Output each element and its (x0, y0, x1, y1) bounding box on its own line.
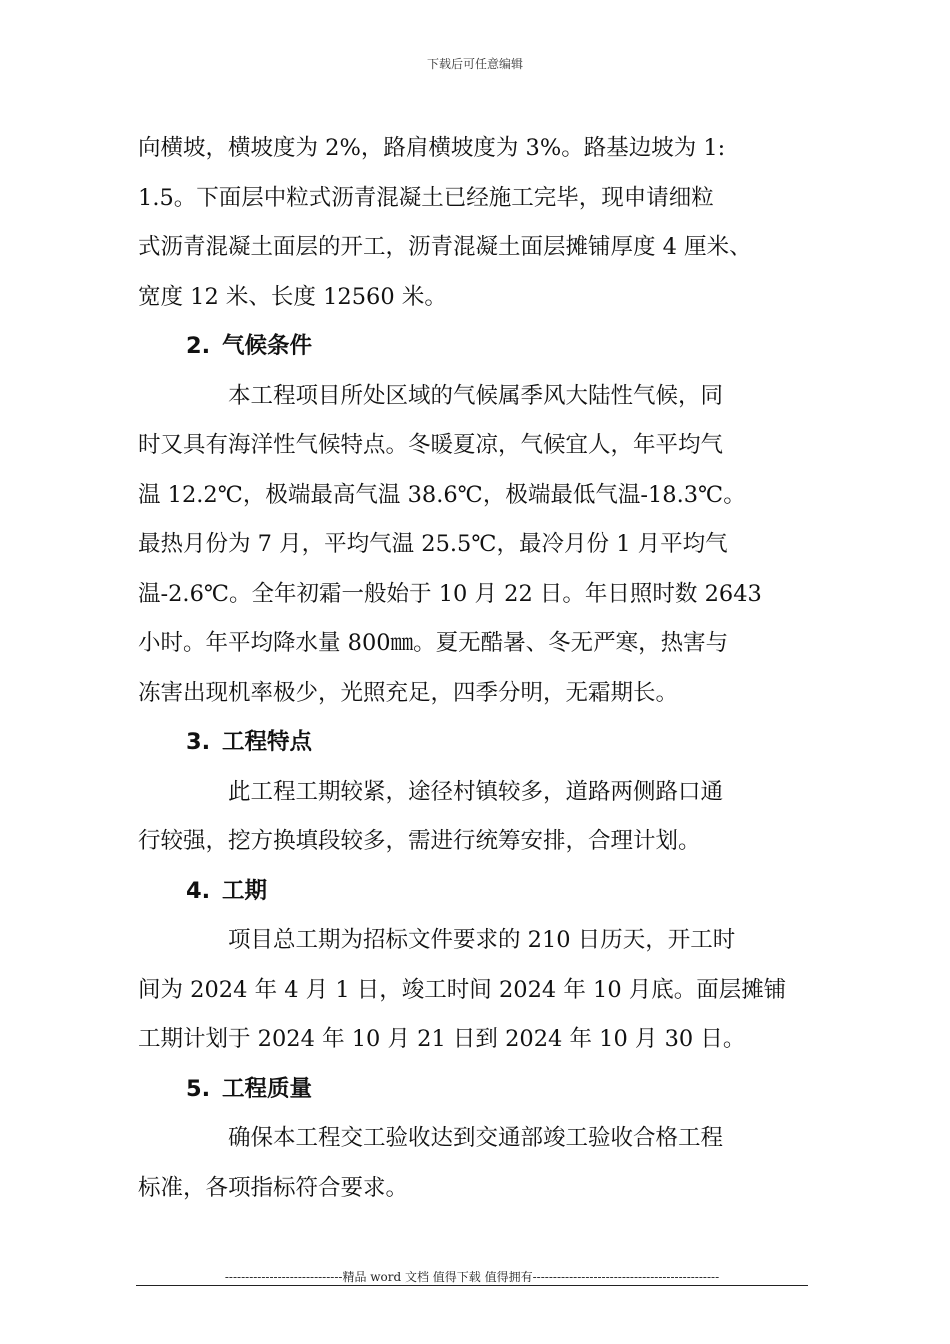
section-title: 工期 (222, 877, 268, 904)
paragraph-line: 冻害出现机率极少，光照充足，四季分明，无霜期长。 (138, 679, 679, 706)
page-header: 下载后可任意编辑 (426, 57, 523, 71)
paragraph-line: 标准，各项指标符合要求。 (138, 1174, 409, 1201)
paragraph-line: 温 12.2℃，极端最高气温 38.6℃，极端最低气温-18.3℃。 (138, 481, 746, 508)
paragraph-line: 小时。年平均降水量 800㎜。夏无酷暑、冬无严寒，热害与 (138, 630, 729, 656)
section-title: 气候条件 (222, 333, 313, 359)
section-number: 2. (186, 333, 211, 359)
paragraph-line: 间为 2024 年 4 月 1 日，竣工时间 2024 年 10 月底。面层摊铺 (138, 976, 787, 1003)
section-heading (138, 1065, 828, 1115)
paragraph-line: 确保本工程交工验收达到交通部竣工验收合格工程 (228, 1125, 724, 1151)
section-number: 3. (186, 729, 211, 755)
paragraph-line: 此工程工期较紧，途径村镇较多，道路两侧路口通 (228, 778, 724, 805)
section-heading (138, 867, 828, 917)
section-number: 5. (186, 1075, 211, 1102)
section-heading (138, 718, 828, 768)
section-title: 工程质量 (222, 1075, 313, 1102)
paragraph-line: 1.5。下面层中粒式沥青混凝土已经施工完毕，现申请细粒 (138, 184, 714, 211)
paragraph-line: 最热月份为 7 月，平均气温 25.5℃，最冷月份 1 月平均气 (138, 531, 728, 557)
paragraph-line: 行较强，挖方换填段较多，需进行统筹安排，合理计划。 (138, 828, 701, 854)
paragraph-line: 向横坡，横坡度为 2%，路肩横坡度为 3%。路基边坡为 1: (138, 135, 726, 161)
section-heading (138, 322, 828, 372)
paragraph-line: 项目总工期为招标文件要求的 210 日历天，开工时 (228, 927, 736, 953)
section-title: 工程特点 (222, 729, 313, 755)
paragraph-line: 工期计划于 2024 年 10 月 21 日到 2024 年 10 月 30 日。 (138, 1026, 746, 1052)
paragraph-line: 式沥青混凝土面层的开工，沥青混凝土面层摊铺厚度 4 厘米、 (138, 234, 752, 260)
document-body (138, 124, 828, 1213)
page-footer: -----------------------------精品 word 文档 值得下载 值得拥有---------------------------------------------- (224, 1270, 720, 1284)
paragraph-line: 本工程项目所处区域的气候属季风大陆性气候，同 (228, 382, 724, 409)
section-number: 4. (186, 877, 211, 904)
paragraph-line: 温-2.6℃。全年初霜一般始于 10 月 22 日。年日照时数 2643 (138, 580, 762, 607)
footer-divider (136, 1285, 808, 1286)
paragraph-line: 宽度 12 米、长度 12560 米。 (138, 283, 447, 310)
paragraph-line: 时又具有海洋性气候特点。冬暖夏凉，气候宜人，年平均气 (138, 432, 724, 458)
